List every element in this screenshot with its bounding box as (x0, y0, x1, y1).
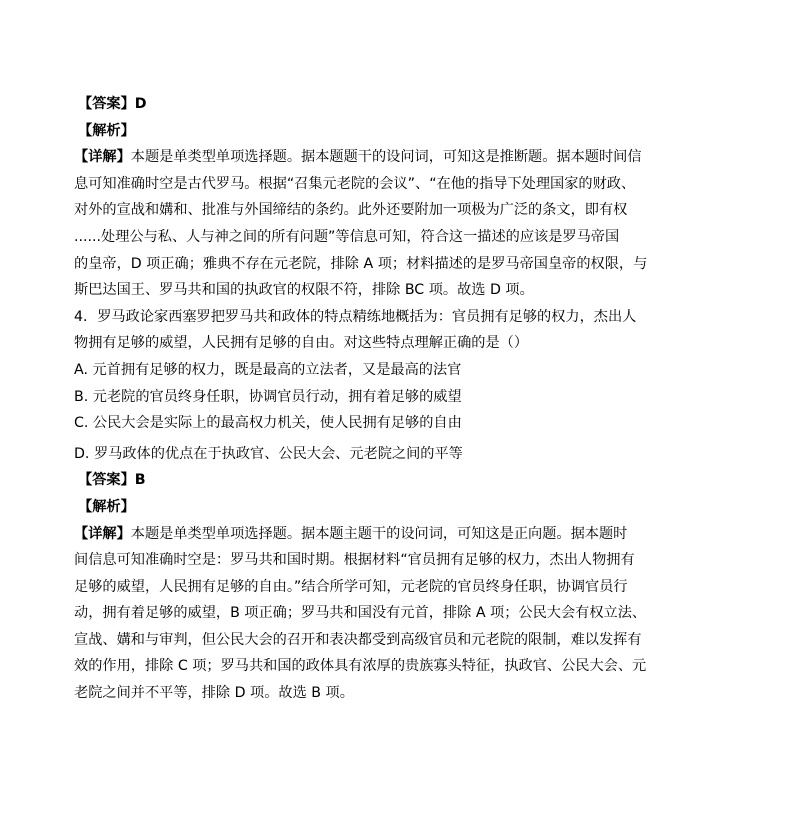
q4-detail-line-0: 【详解】本题是单类型单项选择题。据本题主题干的设问词，可知这是正向题。据本题时 (74, 525, 628, 542)
q3-detail-line-4: 的皇帝，D 项正确；雅典不存在元老院，排除 A 项；材料描述的是罗马帝国皇帝的权限，与 (74, 255, 648, 272)
q4-stem-line-1: 物拥有足够的威望，人民拥有足够的自由。对这些特点理解正确的是（） (74, 335, 529, 352)
q3-detail-line-5: 斯巴达国王、罗马共和国的执政官的权限不符，排除 BC 项。故选 D 项。 (74, 282, 534, 299)
q4-stem-line-0: 4．罗马政论家西塞罗把罗马共和政体的特点精练地概括为：官员拥有足够的权力，杰出人 (74, 308, 637, 325)
q4-detail-line-3: 动，拥有着足够的威望，B 项正确；罗马共和国没有元首，排除 A 项；公民大会有权立法、 (74, 605, 647, 622)
q3-answer-value: D (134, 96, 147, 112)
q4-detail-line-6: 老院之间并不平等，排除 D 项。故选 B 项。 (74, 685, 354, 702)
q3-detail-label: 【详解】 (74, 149, 131, 166)
q4-detail-label: 【详解】 (74, 525, 131, 542)
q4-answer-line (74, 471, 724, 489)
document-content (74, 95, 724, 707)
q3-answer-line (74, 95, 724, 113)
q3-detail-line-0: 【详解】本题是单类型单项选择题。据本题题干的设问词，可知这是推断题。据本题时间信 (74, 149, 642, 166)
q4-answer-label: 【答案】 (78, 472, 135, 489)
q4-answer-value: B (134, 472, 146, 489)
q4-option-a: A. 元首拥有足够的权力，既是最高的立法者，又是最高的法官 (74, 361, 462, 378)
q3-answer-label: 【答案】 (78, 96, 135, 112)
q4-option-d: D. 罗马政体的优点在于执政官、公民大会、元老院之间的平等 (74, 445, 463, 462)
q3-analysis-label: 【解析】 (78, 122, 135, 139)
q4-detail-line-2: 足够的威望，人民拥有足够的自由。”结合所学可知，元老院的官员终身任职，协调官员行 (74, 578, 628, 595)
q3-detail-line-2: 对外的宣战和媾和、批准与外国缔结的条约。此外还要附加一项极为广泛的条文，即有权 (74, 202, 628, 219)
q3-detail-line-1: 息可知准确时空是古代罗马。根据“召集元老院的会议”、“在他的指导下处理国家的财政、 (74, 175, 636, 192)
q4-option-c: C. 公民大会是实际上的最高权力机关，使人民拥有足够的自由 (74, 415, 462, 432)
q4-detail-line-5: 效的作用，排除 C 项；罗马共和国的政体具有浓厚的贵族寡头特征，执政官、公民大会、元 (74, 658, 647, 675)
q3-detail-line-3: ......处理公与私、人与神之间的所有问题”等信息可知，符合这一描述的应该是罗马帝国 (74, 228, 620, 245)
q4-option-b: B. 元老院的官员终身任职，协调官员行动，拥有着足够的威望 (74, 388, 462, 405)
q4-detail-line-4: 宣战、媾和与审判，但公民大会的召开和表决都受到高级官员和元老院的限制，难以发挥有 (74, 631, 642, 648)
q4-analysis-label: 【解析】 (78, 498, 135, 515)
q4-detail-paragraph (74, 521, 724, 707)
q4-detail-line-1: 间信息可知准确时空是：罗马共和国时期。根据材料“官员拥有足够的权力，杰出人物拥有 (74, 552, 635, 569)
q3-detail-paragraph (74, 144, 724, 304)
